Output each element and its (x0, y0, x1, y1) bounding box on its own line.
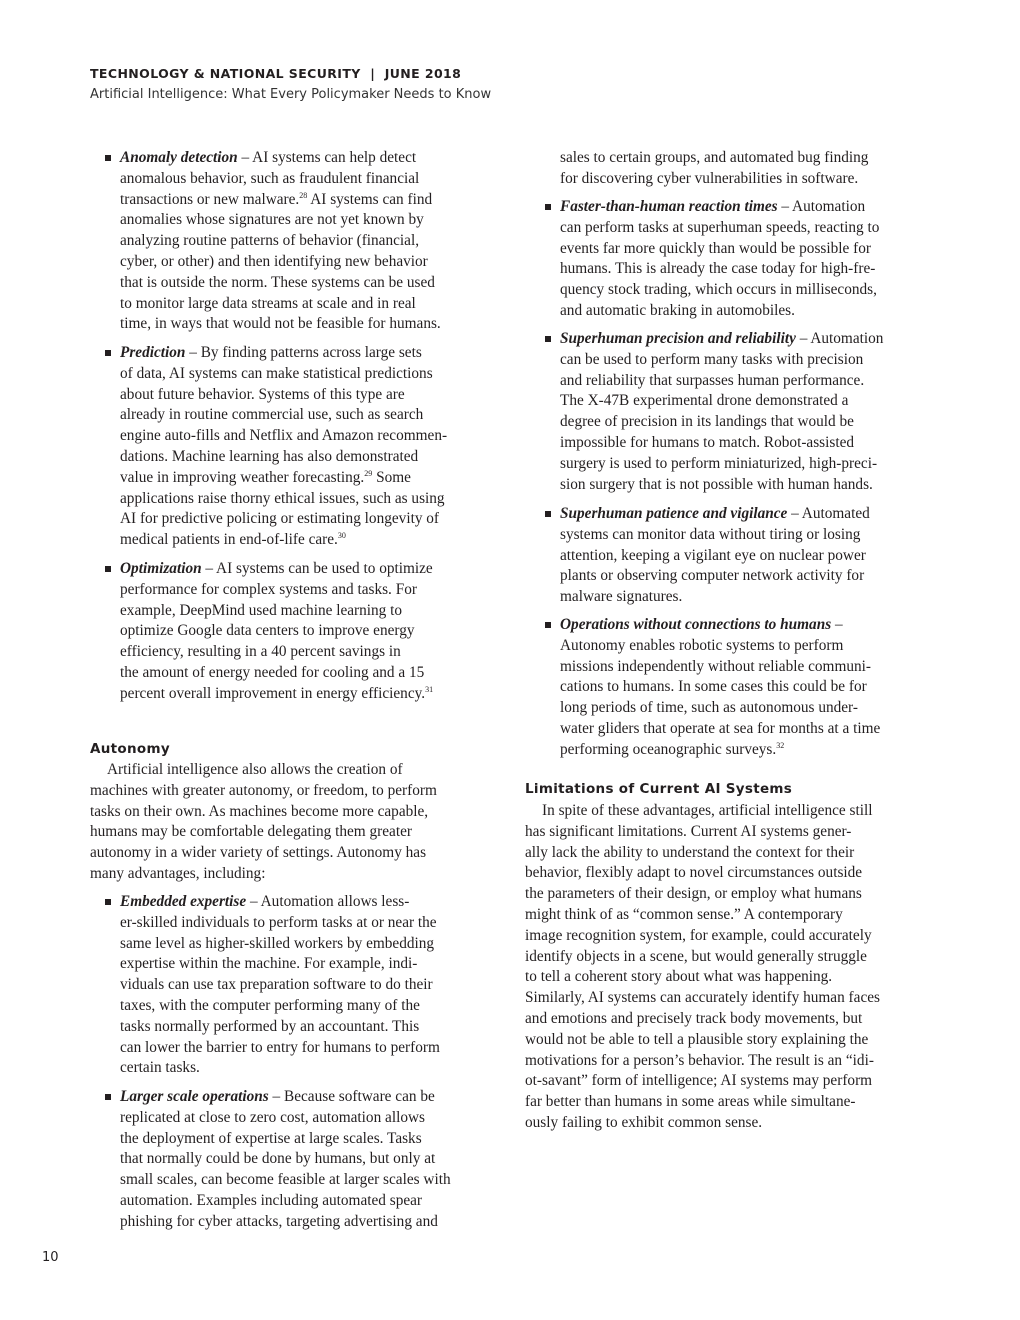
text-line: water gliders that operate at sea for months at a time (560, 719, 881, 737)
text-line: autonomy in a wider variety of settings. Autonomy has (90, 844, 427, 862)
running-header-title: Artificial Intelligence: What Every Policymaker Needs to Know (90, 87, 492, 102)
text-line: already in routine commercial use, such as search (120, 406, 424, 424)
text-line: malware signatures. (560, 588, 683, 606)
bullet-term: Faster-than-human reaction times (560, 198, 778, 215)
text-line: humans. This is already the case today for high-fre- (560, 260, 876, 278)
bullet-square-icon (105, 899, 111, 905)
text-line: Autonomy enables robotic systems to perform (560, 636, 844, 654)
text-line: and reliability that surpasses human performance. (560, 371, 865, 389)
text-line: surgery is used to perform miniaturized, high-preci- (560, 454, 878, 472)
text-line: performance for complex systems and tasks. For (120, 580, 417, 598)
text-line: that is outside the norm. These systems can be used (120, 273, 435, 291)
text-line: can be used to perform many tasks with precision (560, 350, 864, 368)
bullet-item (120, 892, 440, 1079)
bullet-item (560, 504, 870, 608)
bullet-square-icon (105, 1094, 111, 1100)
text-line: The X-47B experimental drone demonstrated a (560, 392, 849, 410)
text-line: tasks normally performed by an accountant. This (120, 1017, 420, 1035)
text-line: ally lack the ability to understand the context for their (525, 843, 855, 861)
text-line: analyzing routine patterns of behavior (financial, (120, 232, 420, 250)
text-line: Anomaly detection – AI systems can help detect (120, 149, 417, 166)
running-header-series: TECHNOLOGY & NATIONAL SECURITY | JUNE 2018 (90, 66, 462, 81)
footnote-ref[interactable]: 29 (364, 468, 373, 478)
text-line: Superhuman patience and vigilance – Automated (560, 505, 870, 522)
text-line: missions independently without reliable communi- (560, 657, 871, 675)
bullet-item (120, 1087, 451, 1233)
text-line: er-skilled individuals to perform tasks at or near the (120, 913, 437, 931)
text-line: events far more quickly than would be possible for (560, 239, 871, 257)
text-line: AI for predictive policing or estimating longevity of (120, 510, 440, 528)
text-line: Embedded expertise – Automation allows less- (120, 893, 410, 910)
text-line: far better than humans in some areas while simultane- (525, 1093, 856, 1111)
text-line: Optimization – AI systems can be used to optimize (120, 560, 433, 577)
text-line: systems can monitor data without tiring or losing (560, 525, 861, 543)
text-line: Larger scale operations – Because software can be (120, 1088, 435, 1105)
footnote-ref[interactable]: 32 (776, 740, 785, 750)
text-line: Superhuman precision and reliability – Automation (560, 330, 884, 347)
text-line: dations. Machine learning has also demonstrated (120, 447, 419, 465)
text-line: would not be able to tell a plausible story explaining the (525, 1030, 869, 1048)
text-line: that normally could be done by humans, but only at (120, 1150, 436, 1168)
bullet-square-icon (105, 350, 111, 356)
text-line: can perform tasks at superhuman speeds, reacting to (560, 218, 880, 236)
text-line: quency stock trading, which occurs in milliseconds, (560, 281, 877, 299)
text-line: cations to humans. In some cases this could be for (560, 678, 867, 696)
bullet-square-icon (545, 511, 551, 517)
text-line: attention, keeping a vigilant eye on nuclear power (560, 546, 866, 564)
text-line: Faster-than-human reaction times – Automation (560, 198, 866, 215)
text-line: viduals can use tax preparation software to do their (120, 976, 433, 994)
bullet-square-icon (545, 336, 551, 342)
text-line: ously failing to exhibit common sense. (525, 1113, 763, 1131)
body-paragraph (525, 801, 880, 1134)
text-line: to tell a coherent story about what was happening. (525, 968, 833, 986)
text-line: sales to certain groups, and automated bug finding (560, 149, 869, 166)
text-line: image recognition system, for example, could accurately (525, 926, 872, 944)
text-line: the deployment of expertise at large scales. Tasks (120, 1129, 422, 1147)
text-line: phishing for cyber attacks, targeting advertising and (120, 1212, 438, 1230)
bullet-square-icon (545, 622, 551, 628)
text-line: time, in ways that would not be feasible for humans. (120, 315, 441, 333)
text-line: Similarly, AI systems can accurately identify human faces (525, 989, 880, 1007)
bullet-square-icon (105, 155, 111, 161)
text-line: optimize Google data centers to improve energy (120, 622, 415, 640)
text-line: small scales, can become feasible at larger scales with (120, 1171, 451, 1189)
text-line: engine auto-fills and Netflix and Amazon recommen- (120, 427, 448, 445)
text-line: sion surgery that is not possible with human hands. (560, 475, 873, 493)
text-line: In spite of these advantages, artificial intelligence still (542, 802, 873, 819)
text-line: value in improving weather forecasting.$^{29}$ Some (120, 468, 411, 486)
text-line: Operations without connections to humans – (560, 616, 843, 633)
bullet-item (120, 559, 433, 705)
text-line: Artificial intelligence also allows the creation of (107, 761, 403, 778)
footnote-ref[interactable]: 30 (337, 531, 346, 541)
text-line: might think of as “common sense.” A contemporary (525, 905, 843, 923)
bullet-item (120, 343, 447, 551)
text-line: impossible for humans to match. Robot-assisted (560, 433, 855, 451)
text-line: efficiency, resulting in a 40 percent savings in (120, 643, 401, 661)
text-line: can lower the barrier to entry for humans to perform (120, 1038, 440, 1056)
text-line: has significant limitations. Current AI systems gener- (525, 822, 852, 840)
text-line: certain tasks. (120, 1059, 200, 1077)
text-line: of data, AI systems can make statistical predictions (120, 364, 433, 382)
footnote-ref[interactable]: 28 (299, 190, 308, 200)
bullet-term: Operations without connections to humans (560, 616, 832, 633)
text-line: long periods of time, such as autonomous under- (560, 699, 858, 717)
text-line: about future behavior. Systems of this type are (120, 385, 405, 403)
bullet-term: Superhuman patience and vigilance (560, 505, 788, 522)
text-line: plants or observing computer network activity for (560, 567, 865, 585)
bullet-item (560, 197, 879, 322)
bullet-term: Prediction (120, 344, 186, 361)
text-line: tasks on their own. As machines become more capable, (90, 802, 429, 820)
text-line: automation. Examples including automated spear (120, 1191, 423, 1209)
text-line: applications raise thorny ethical issues, such as using (120, 489, 445, 507)
text-line: transactions or new malware.$^{28}$ AI systems can find (120, 190, 433, 208)
body-paragraph (90, 760, 437, 885)
section-heading: Limitations of Current AI Systems (525, 781, 793, 797)
text-line: motivations for a person’s behavior. The result is an “idi- (525, 1051, 874, 1069)
text-line: and emotions and precisely track body movements, but (525, 1009, 863, 1027)
bullet-term: Optimization (120, 560, 202, 577)
text-line: expertise within the machine. For example, indi- (120, 955, 418, 973)
text-line: anomalous behavior, such as fraudulent financial (120, 169, 420, 187)
text-line: behavior, flexibly adapt to novel circumstances outside (525, 864, 863, 882)
bullet-term: Larger scale operations (120, 1088, 269, 1105)
text-line: Prediction – By finding patterns across large sets (120, 344, 422, 361)
text-line: humans may be comfortable delegating them greater (90, 823, 412, 841)
text-line: many advantages, including: (90, 864, 266, 882)
text-line: identify objects in a scene, but would generally struggle (525, 947, 867, 965)
text-line: cyber, or other) and then identifying new behavior (120, 252, 428, 270)
text-line: performing oceanographic surveys.$^{32}$ (560, 740, 785, 758)
text-line: the parameters of their design, or employ what humans (525, 885, 862, 903)
text-line: degree of precision in its landings that would be (560, 413, 854, 431)
page-number: 10 (42, 1250, 59, 1265)
bullet-square-icon (545, 204, 551, 210)
section-heading: Autonomy (90, 741, 170, 757)
bullet-item (560, 329, 883, 495)
text-line: taxes, with the computer performing many of the (120, 996, 420, 1014)
text-line: percent overall improvement in energy efficiency.$^{31}$ (120, 684, 434, 702)
text-line: same level as higher-skilled workers by embedding (120, 934, 435, 952)
bullet-term: Anomaly detection (120, 149, 238, 166)
text-line: the amount of energy needed for cooling and a 15 (120, 663, 425, 681)
bullet-term: Superhuman precision and reliability (560, 330, 796, 347)
text-line: ot-savant” form of intelligence; AI systems may perform (525, 1072, 873, 1090)
continued-text (560, 148, 868, 190)
bullet-term: Embedded expertise (120, 893, 247, 910)
text-line: for discovering cyber vulnerabilities in software. (560, 169, 859, 187)
bullet-square-icon (105, 566, 111, 572)
text-line: to monitor large data streams at scale and in real (120, 294, 416, 312)
text-line: replicated at close to zero cost, automation allows (120, 1108, 425, 1126)
text-line: medical patients in end-of-life care.$^{30}$ (120, 531, 346, 549)
footnote-ref[interactable]: 31 (425, 684, 434, 694)
bullet-item (560, 615, 880, 761)
text-line: machines with greater autonomy, or freedom, to perform (90, 781, 437, 799)
text-line: and automatic braking in automobiles. (560, 301, 795, 319)
bullet-item (120, 148, 441, 335)
text-line: example, DeepMind used machine learning to (120, 601, 403, 619)
text-line: anomalies whose signatures are not yet known by (120, 211, 424, 229)
